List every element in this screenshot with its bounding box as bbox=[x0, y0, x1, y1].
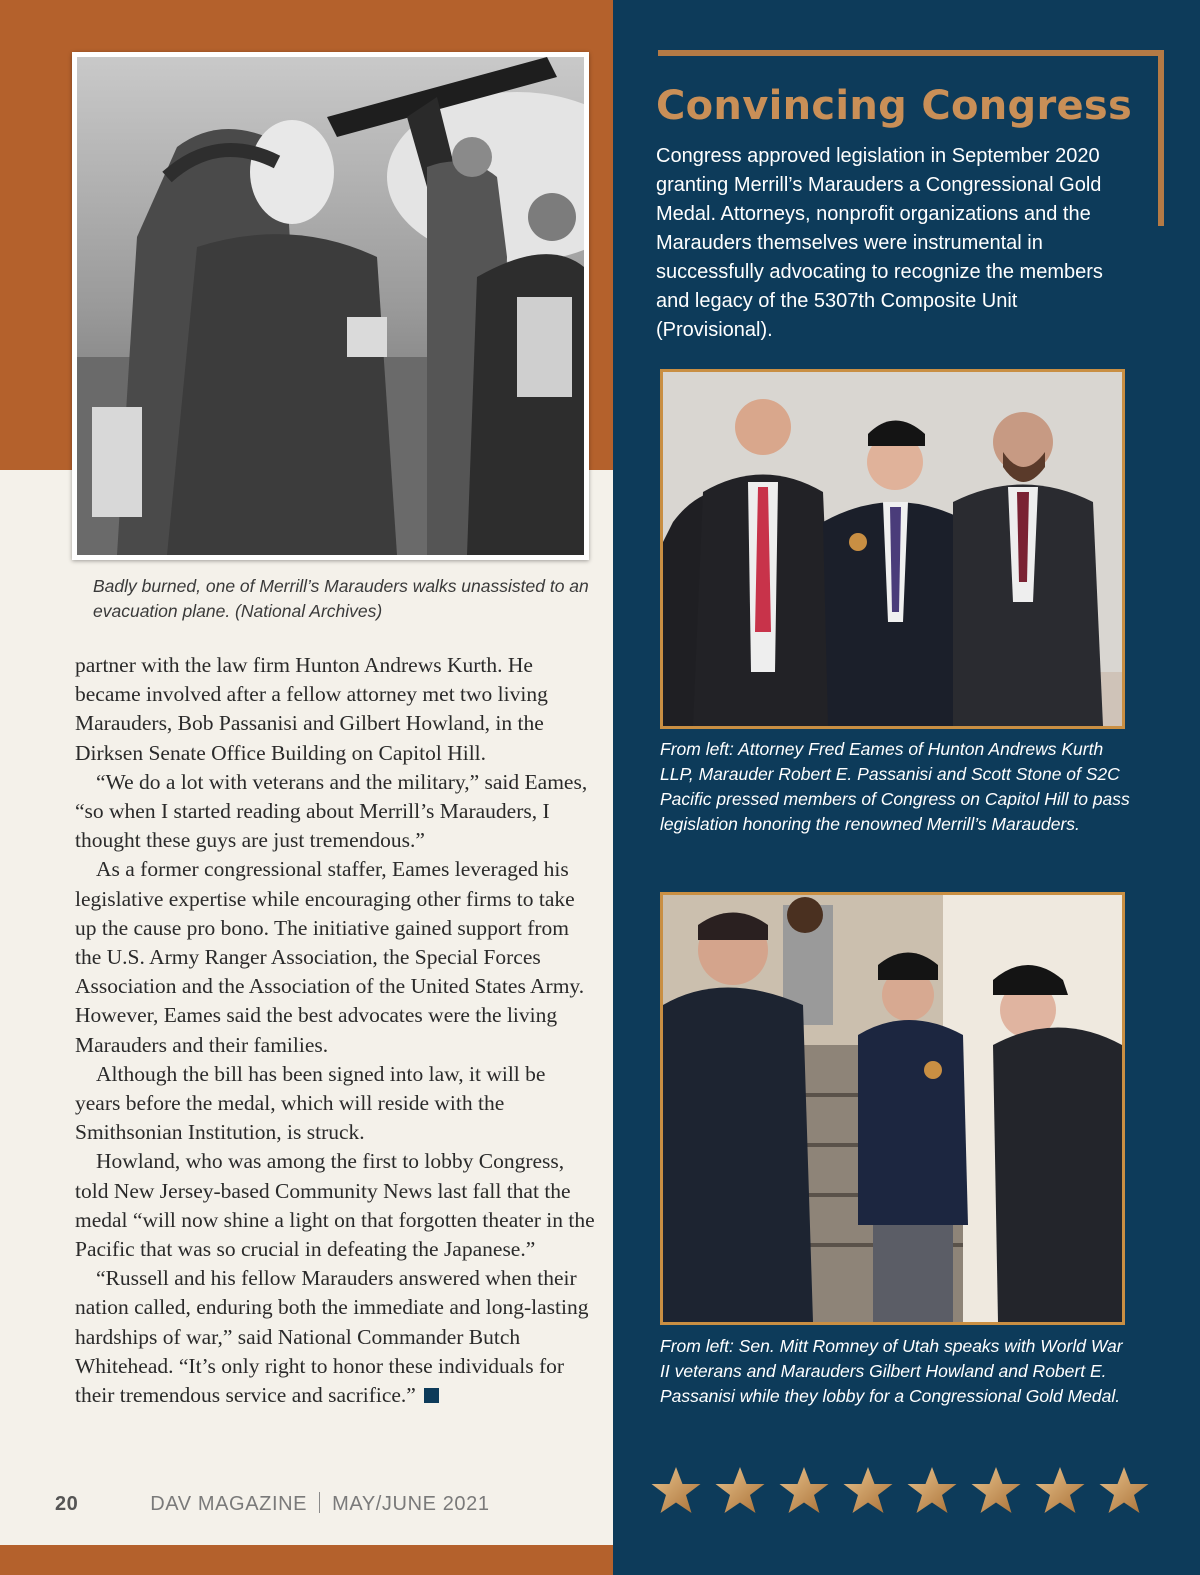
sidebar-title: Convincing Congress bbox=[656, 83, 1133, 129]
issue-date: MAY/JUNE 2021 bbox=[332, 1493, 490, 1515]
article-body bbox=[75, 651, 595, 1410]
article-paragraph-last bbox=[75, 1264, 595, 1410]
publication-name: DAV MAGAZINE bbox=[150, 1493, 308, 1515]
sidebar-intro: Congress approved legislation in September 2020 granting Merrill’s Marauders a Congressional Gold Medal. Attorneys, nonprofit organizations and the Marauders themselves were instrumental in successfully advocating to recognize the members and legacy of the 5307th Composite Unit (Provisional). bbox=[656, 145, 1103, 341]
article-paragraph: As a former congressional staffer, Eames leveraged his legislative expertise while encouraging other firms to take up the cause pro bono. The initiative gained support from the U.S. Army Ranger Association, the Special Forces Association and the Association of the United States Army. However, Eames said the best advocates were the living Marauders and their families. bbox=[75, 857, 585, 1057]
gold-star-icon bbox=[778, 1465, 830, 1517]
star-row bbox=[650, 1465, 1150, 1521]
gold-star-icon bbox=[1034, 1465, 1086, 1517]
romney-photo-image bbox=[663, 895, 1122, 1322]
article-paragraph: Howland, who was among the first to lobby Congress, told New Jersey-based Community News last fall that the medal “will now shine a light on that forgotten theater in the Pacific that was so crucial in defeating the Japanese.” bbox=[75, 1149, 595, 1262]
article-paragraph: Although the bill has been signed into law, it will be years before the medal, which will reside with the Smithsonian Institution, is struck. bbox=[75, 1061, 546, 1145]
gold-star-icon bbox=[1098, 1465, 1150, 1517]
gold-star-icon bbox=[714, 1465, 766, 1517]
gold-star-icon bbox=[650, 1465, 702, 1517]
gold-star-icon bbox=[906, 1465, 958, 1517]
gold-star-icon bbox=[970, 1465, 1022, 1517]
romney-photo bbox=[660, 892, 1125, 1325]
historic-photo bbox=[72, 52, 589, 560]
page-footer bbox=[55, 1492, 490, 1516]
capitol-hill-photo-caption: From left: Attorney Fred Eames of Hunton Andrews Kurth LLP, Marauder Robert E. Passanisi and Scott Stone of S2C Pacific pressed members of Congress on Capitol Hill to pass legislation honoring the renowned Merrill’s Marauders. bbox=[660, 739, 1130, 834]
historic-photo-image bbox=[77, 57, 584, 555]
historic-photo-caption: Badly burned, one of Merrill’s Marauders walks unassisted to an evacuation plane. (National Archives) bbox=[93, 576, 589, 621]
capitol-hill-photo bbox=[660, 369, 1125, 729]
end-mark-icon bbox=[424, 1388, 439, 1403]
footer-divider bbox=[319, 1492, 320, 1513]
capitol-hill-photo-image bbox=[663, 372, 1122, 726]
gold-star-icon bbox=[842, 1465, 894, 1517]
article-paragraph: “We do a lot with veterans and the military,” said Eames, “so when I started reading about Merrill’s Marauders, I thought these guys are just tremendous.” bbox=[75, 769, 588, 853]
article-paragraph-text: “Russell and his fellow Marauders answered when their nation called, enduring both the immediate and long-lasting hardships of war,” said National Commander Butch Whitehead. “It’s only right to honor these individuals for their tremendous service and sacrifice.” bbox=[75, 1266, 589, 1408]
page-number: 20 bbox=[55, 1493, 79, 1515]
article-paragraph: partner with the law firm Hunton Andrews Kurth. He became involved after a fellow attorney met two living Marauders, Bob Passanisi and Gilbert Howland, in the Dirksen Senate Office Building on Capitol Hill. bbox=[75, 653, 548, 765]
copper-band-bottom bbox=[0, 1545, 613, 1575]
romney-photo-caption: From left: Sen. Mitt Romney of Utah speaks with World War II veterans and Marauders Gilbert Howland and Robert E. Passanisi while they lobby for a Congressional Gold Medal. bbox=[660, 1336, 1123, 1406]
